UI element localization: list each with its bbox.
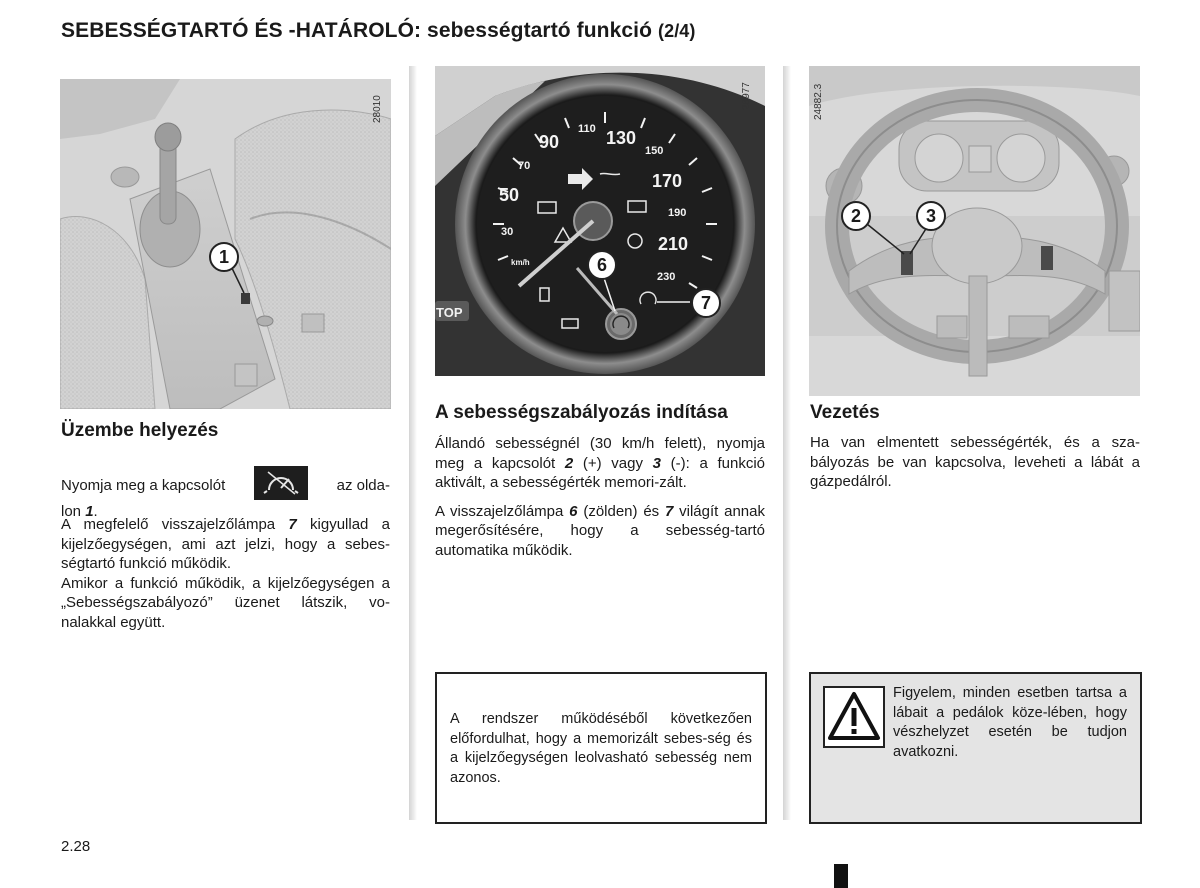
col2-p2-text-b: (zölden) és: [577, 502, 665, 520]
figure-ref-3: 24882.3: [813, 83, 824, 120]
note-box: [435, 672, 767, 824]
figure-center-console: [60, 79, 391, 409]
dial-label-230: 230: [657, 271, 676, 283]
page-tab-marker: [834, 864, 848, 888]
col2-p1-ref2: 2: [564, 454, 574, 472]
col1-p2-text-a: A megfelelő visszajelzőlámpa: [61, 516, 289, 533]
col1-p2-text-b: kigyullad a kijelzőegységen, ami azt jelzi, hogy a sebes-ségtartó funkció működik.: [61, 516, 390, 572]
callout-2: 2: [841, 201, 871, 231]
col2-p1-ref3: 3: [652, 454, 661, 472]
col2-p1-text-b: (+) vagy: [573, 454, 653, 472]
stop-button-label: TOP: [436, 305, 463, 320]
col2-p1-text-a: Állandó sebességnél (30 km/h felett), nyomja meg a kapcsolót: [435, 435, 765, 472]
speedometer-illustration: [435, 66, 765, 376]
figure-ref-1: 28010: [372, 95, 383, 123]
page-title-main: SEBESSÉGTARTÓ ÉS -HATÁROLÓ: sebességtartó funkció: [61, 19, 653, 42]
cruise-control-switch-icon: [254, 466, 308, 506]
col3-paragraph-1: Ha van elmentett sebességérték, és a sza-bályozás be van kapcsolva, leveheti a lábát a gázpedálról.: [810, 434, 1140, 490]
col2-p2-text-c: világít annak megerősítésére, hogy a sebesség-tartó automatika működik.: [435, 502, 765, 559]
callout-6: 6: [587, 250, 617, 280]
heading-activation: A sebességszabályozás indítása: [435, 402, 728, 423]
col2-p2-ref6: 6: [569, 502, 578, 520]
warning-box: [809, 672, 1142, 824]
dial-label-190: 190: [668, 207, 687, 219]
warning-text: Figyelem, minden esetben tartsa a lábait a pedálok köze-lében, hogy vészhelyzet esetén be tudjon avatkozni.: [893, 685, 1127, 760]
figure-steering-wheel: [809, 66, 1140, 396]
dial-label-170: 170: [652, 171, 683, 191]
callout-7: 7: [691, 288, 721, 318]
col1-p1-ref: 1: [85, 502, 94, 520]
callout-1: 1: [209, 242, 239, 272]
dial-label-unit: km/h: [511, 258, 530, 267]
col1-p1-text-a: Nyomja meg a kapcsolót: [61, 477, 226, 494]
col1-p2-ref: 7: [288, 516, 297, 533]
column-separator-2: [783, 66, 791, 820]
warning-triangle-icon: [823, 686, 885, 748]
page-title: [61, 19, 696, 43]
heading-start: Üzembe helyezés: [61, 420, 219, 441]
col2-p1-text-c: (-): a funkció aktivált, a sebességérték memori-zált.: [435, 454, 765, 491]
dial-label-110: 110: [578, 123, 596, 135]
col1-paragraph-2: [61, 515, 390, 632]
column-separator-1: [409, 66, 417, 820]
col1-p1-end: .: [93, 502, 98, 520]
note-text: A rendszer működéséből következően előfordulhat, hogy a memorizált sebes-ség és a kijelzőegységen leolvasható sebesség nem azonos.: [450, 711, 752, 786]
steering-wheel-illustration: [809, 66, 1140, 396]
dial-label-30: 30: [501, 226, 514, 238]
page-title-page: (2/4): [657, 21, 696, 41]
heading-driving: Vezetés: [810, 402, 880, 423]
figure-instrument-cluster: [435, 66, 765, 376]
dial-label-90: 90: [539, 132, 560, 152]
dial-label-210: 210: [658, 234, 689, 254]
col1-p3-text: Amikor a funkció működik, a kijelzőegységen a „Sebességszabályozó” üzenet látszik, vo-nalakkal együtt.: [61, 574, 390, 631]
dial-label-50: 50: [499, 185, 520, 205]
col2-p2-ref7: 7: [664, 502, 674, 520]
page-number: 2.28: [61, 838, 91, 855]
callout-3: 3: [916, 201, 946, 231]
dial-label-130: 130: [606, 128, 637, 148]
dial-label-70: 70: [518, 160, 531, 172]
dial-label-150: 150: [645, 145, 664, 157]
figure-ref-2: 28977: [741, 82, 752, 110]
col1-paragraph-1: [61, 466, 390, 521]
col2-paragraph-1: [435, 434, 765, 560]
col1-p1-text-c: lon: [61, 502, 86, 520]
col2-p2-text-a: A visszajelzőlámpa: [435, 502, 570, 520]
col1-p1-text-b: az olda-: [336, 477, 390, 494]
